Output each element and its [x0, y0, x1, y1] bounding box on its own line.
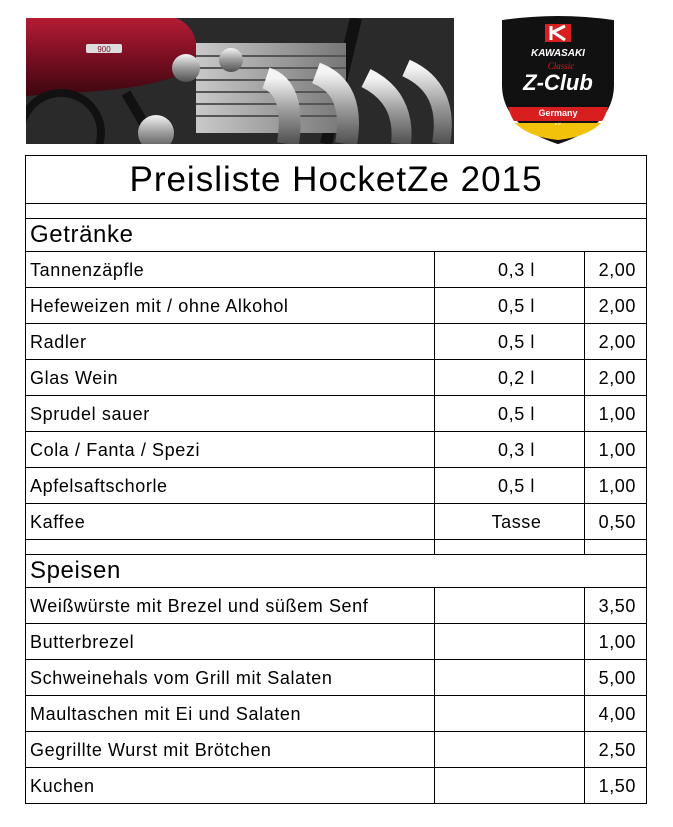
table-row — [26, 432, 647, 468]
section-heading: Getränke — [26, 219, 647, 252]
item-amount: 0,3 l — [435, 252, 585, 288]
title-row — [26, 156, 647, 204]
table-row — [26, 732, 647, 768]
item-price: 1,00 — [585, 624, 647, 660]
item-name: Apfelsaftschorle — [26, 468, 435, 504]
item-price: 2,00 — [585, 360, 647, 396]
section-heading-row — [26, 555, 647, 588]
item-amount: 0,5 l — [435, 396, 585, 432]
item-price: 3,50 — [585, 588, 647, 624]
logo-club: Z-Club — [523, 70, 593, 95]
item-amount: Tasse — [435, 504, 585, 540]
table-row — [26, 696, 647, 732]
item-amount — [435, 696, 585, 732]
logo-country: Germany — [538, 108, 578, 118]
item-name: Kaffee — [26, 504, 435, 540]
item-price: 1,50 — [585, 768, 647, 804]
table-row — [26, 468, 647, 504]
item-price: 0,50 — [585, 504, 647, 540]
table-row — [26, 588, 647, 624]
item-price: 2,00 — [585, 288, 647, 324]
item-name: Cola / Fanta / Spezi — [26, 432, 435, 468]
motorcycle-photo — [26, 18, 454, 144]
item-name: Hefeweizen mit / ohne Alkohol — [26, 288, 435, 324]
spacer-row — [26, 204, 647, 219]
item-amount — [435, 624, 585, 660]
item-price: 4,00 — [585, 696, 647, 732]
item-amount: 0,5 l — [435, 288, 585, 324]
item-name: Tannenzäpfle — [26, 252, 435, 288]
item-name: Butterbrezel — [26, 624, 435, 660]
logo-classic: Classic — [547, 61, 575, 71]
item-price: 1,00 — [585, 468, 647, 504]
item-name: Weißwürste mit Brezel und süßem Senf — [26, 588, 435, 624]
logo-suffix: e.V. — [554, 121, 562, 126]
item-amount: 0,3 l — [435, 432, 585, 468]
spacer-row — [26, 540, 647, 555]
logo-brand: KAWASAKI — [531, 48, 585, 59]
price-list-table — [25, 155, 647, 804]
item-amount: 0,2 l — [435, 360, 585, 396]
item-price: 2,00 — [585, 324, 647, 360]
table-row — [26, 504, 647, 540]
table-row — [26, 768, 647, 804]
section-heading: Speisen — [26, 555, 647, 588]
item-price: 2,00 — [585, 252, 647, 288]
item-amount: 0,5 l — [435, 324, 585, 360]
item-name: Sprudel sauer — [26, 396, 435, 432]
table-row — [26, 624, 647, 660]
page-title: Preisliste HocketZe 2015 — [26, 156, 647, 204]
item-name: Radler — [26, 324, 435, 360]
item-amount — [435, 732, 585, 768]
item-name: Kuchen — [26, 768, 435, 804]
kawasaki-z-club-logo — [495, 15, 621, 145]
item-name: Maultaschen mit Ei und Salaten — [26, 696, 435, 732]
table-row — [26, 660, 647, 696]
section-heading-row — [26, 219, 647, 252]
item-amount — [435, 660, 585, 696]
tank-badge-text: 900 — [97, 45, 111, 54]
table-row — [26, 252, 647, 288]
item-price: 2,50 — [585, 732, 647, 768]
item-price: 1,00 — [585, 432, 647, 468]
item-name: Schweinehals vom Grill mit Salaten — [26, 660, 435, 696]
item-price: 1,00 — [585, 396, 647, 432]
table-row — [26, 324, 647, 360]
item-amount — [435, 588, 585, 624]
item-name: Gegrillte Wurst mit Brötchen — [26, 732, 435, 768]
item-price: 5,00 — [585, 660, 647, 696]
table-row — [26, 396, 647, 432]
table-row — [26, 360, 647, 396]
table-row — [26, 288, 647, 324]
item-amount — [435, 768, 585, 804]
item-name: Glas Wein — [26, 360, 435, 396]
item-amount: 0,5 l — [435, 468, 585, 504]
